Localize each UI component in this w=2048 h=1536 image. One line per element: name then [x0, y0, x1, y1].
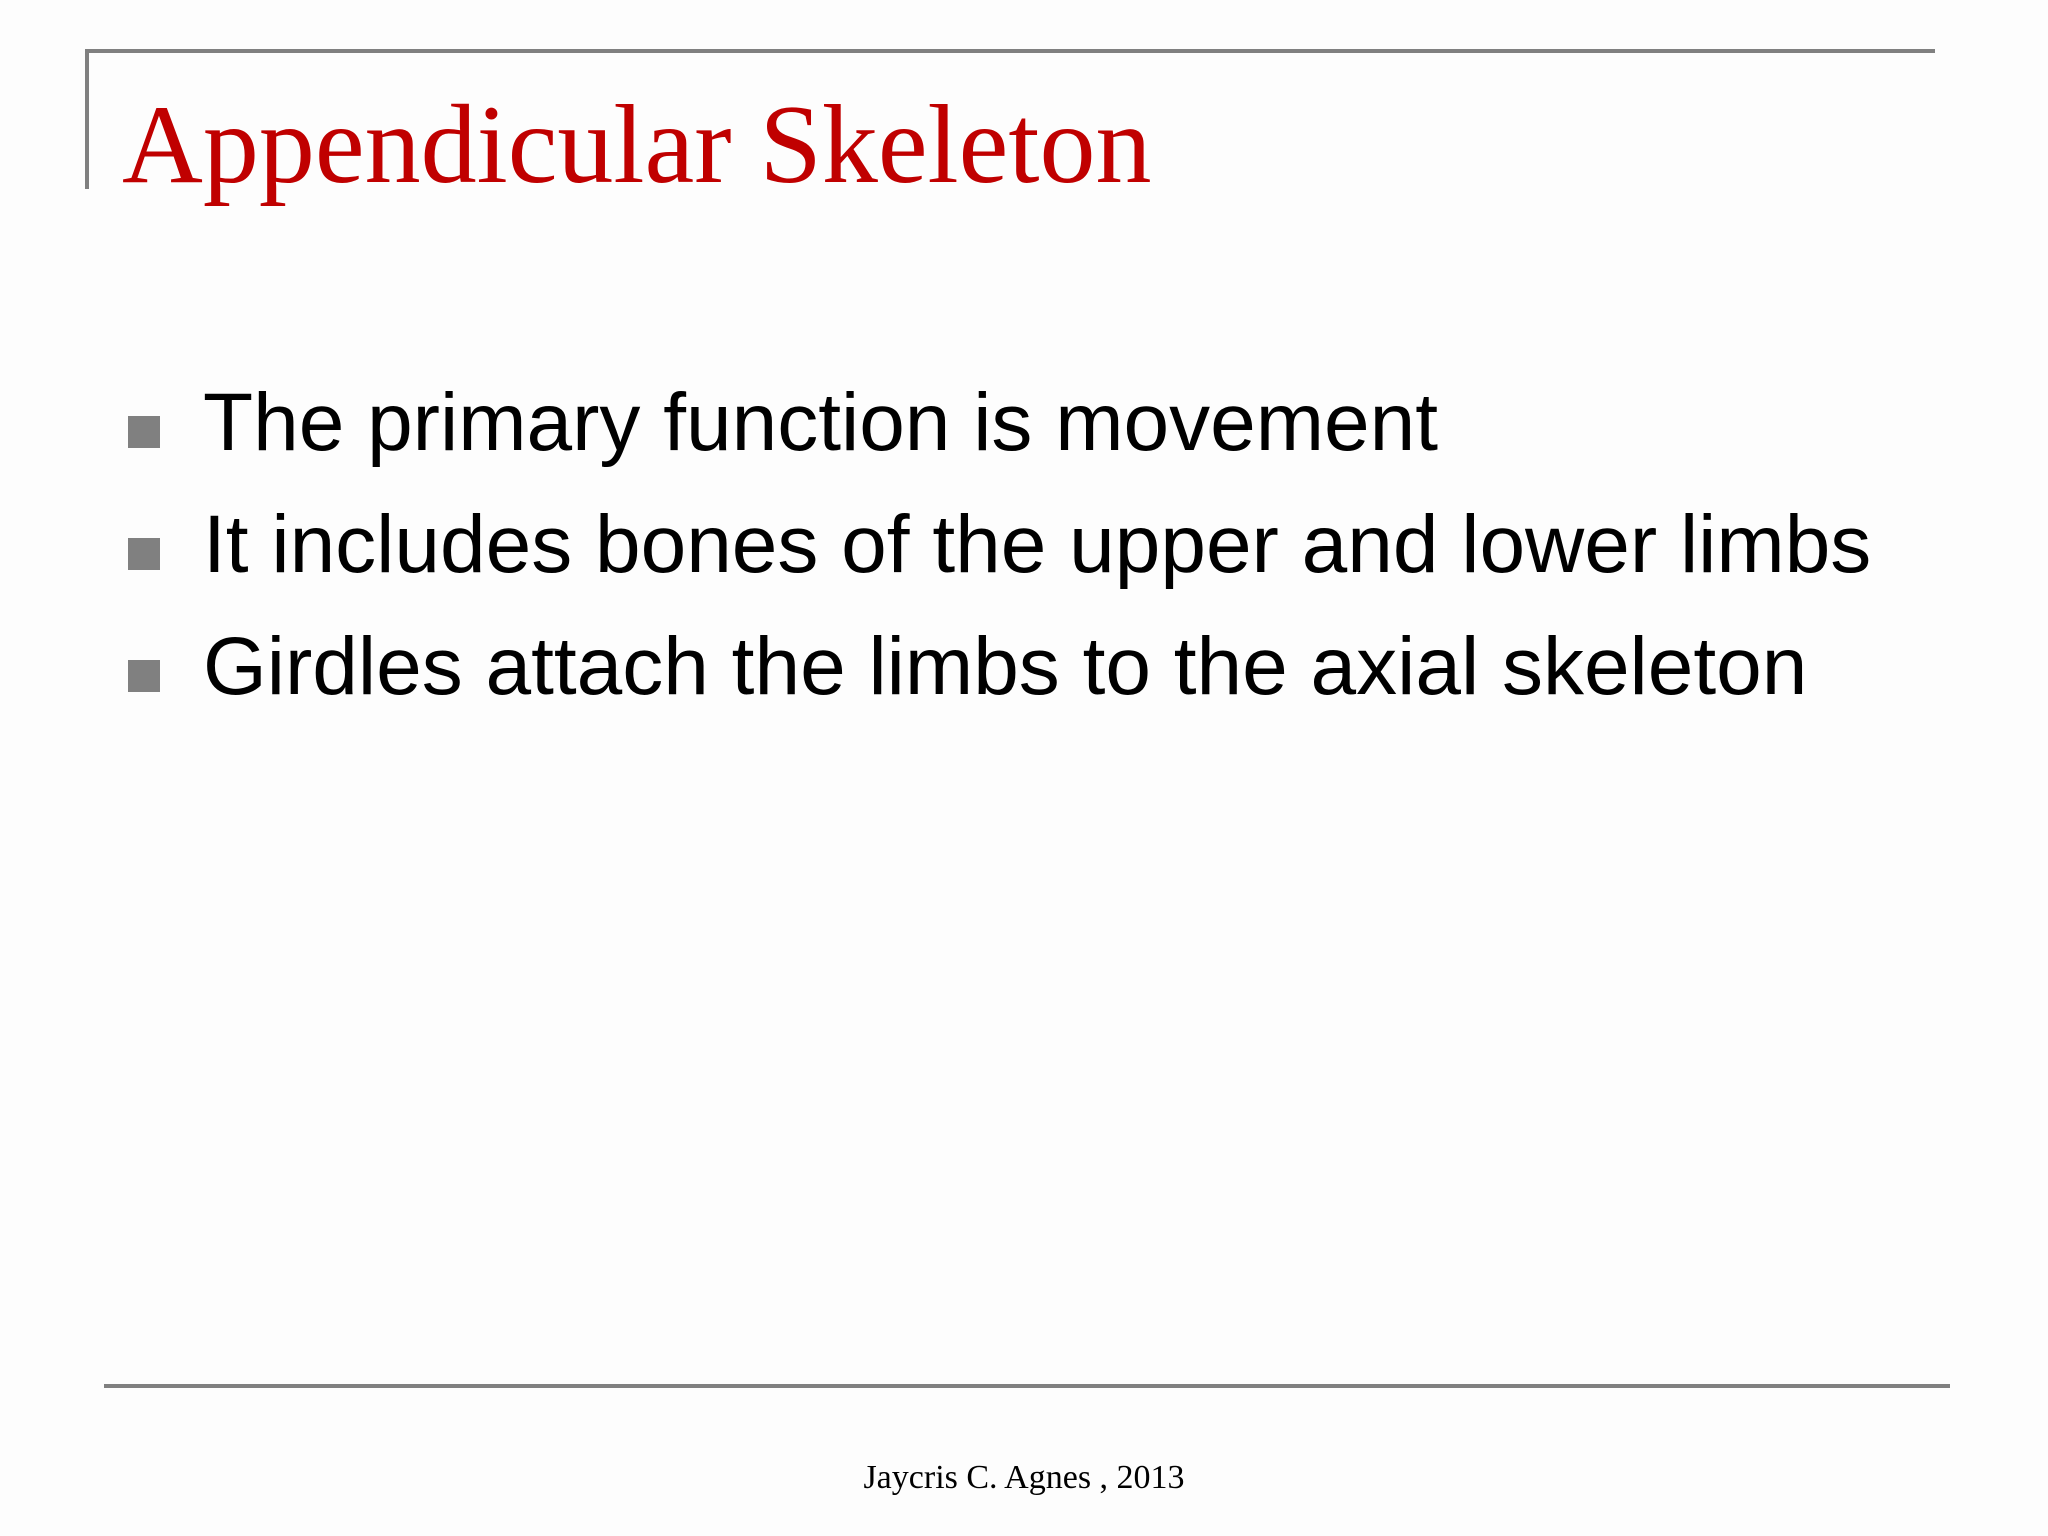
square-bullet-icon: [128, 660, 160, 692]
bullet-text: It includes bones of the upper and lower limbs: [203, 499, 1872, 590]
bullet-text: Girdles attach the limbs to the axial skeleton: [203, 621, 1808, 712]
bullet-text: The primary function is movement: [203, 377, 1439, 468]
top-frame-line: [85, 49, 1935, 53]
footer-credit: Jaycris C. Agnes , 2013: [863, 1459, 1185, 1496]
bullet-item: [128, 372, 1918, 474]
bullet-list: [128, 372, 1918, 738]
slide-title: Appendicular Skeleton: [122, 83, 1152, 207]
square-bullet-icon: [128, 538, 160, 570]
bullet-item: [128, 616, 1918, 718]
left-frame-line: [85, 49, 89, 189]
bullet-item: [128, 494, 1918, 596]
footer-divider: [104, 1384, 1950, 1388]
square-bullet-icon: [128, 416, 160, 448]
